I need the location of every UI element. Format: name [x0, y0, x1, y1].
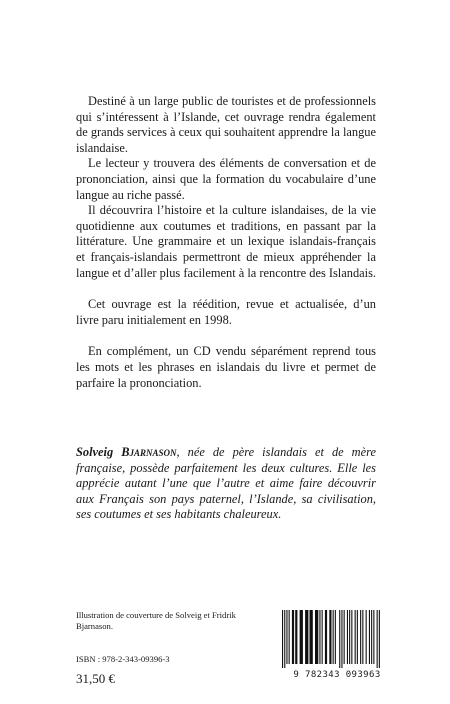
author-last-name: Bjarnason	[121, 445, 177, 459]
barcode-bar	[344, 610, 345, 664]
barcode-bar	[377, 610, 378, 668]
barcode-bar	[295, 610, 297, 664]
author-bio-text: , née de père islandais et de mère française, possède parfaitement les deux cultures. Elle les apprécie autant l’une que l’autre et aime faire découvrir aux Français son pays paternel, l’Islande, sa civilisation, ses coutumes et ses habitants chaleureux.	[76, 445, 376, 522]
barcode-bar	[371, 610, 372, 664]
isbn: ISBN : 978-2-343-09396-3	[76, 654, 170, 664]
paragraph-intro: Destiné à un large public de touristes et de professionnels qui s’intéressent à l’Islande, cet ouvrage rendra également de grands services à ceux qui souhaitent apprendre la langue islandaise.	[76, 94, 376, 155]
author-first-name: Solveig	[76, 445, 114, 459]
barcode-bar	[282, 610, 283, 668]
paragraph-reedition: Cet ouvrage est la réédition, revue et actualisée, d’un livre paru initialement en 1998.	[76, 297, 376, 327]
barcode-bar	[362, 610, 363, 664]
barcode-bar	[357, 610, 358, 664]
barcode-bar	[373, 610, 374, 664]
barcode-bar	[339, 610, 340, 668]
barcode-bar	[347, 610, 348, 664]
barcode-bar	[292, 610, 294, 664]
barcode-bar	[284, 610, 285, 668]
barcode-bar	[319, 610, 320, 664]
barcode-bar	[305, 610, 308, 664]
barcode-bars	[276, 610, 398, 670]
description	[76, 94, 376, 391]
paragraph-culture: Il découvrira l’histoire et la culture islandaises, de la vie quotidienne aux coutumes et traditions, en passant par la littérature. Une grammaire et un lexique islandais-français et français-islandais permettront de mieux appréhender la langue et d’aller plus facilement à la rencontre des Islandais.	[76, 203, 377, 280]
barcode-bar	[360, 610, 361, 664]
barcode-bar	[341, 610, 342, 668]
barcode-bar	[286, 610, 287, 664]
barcode-bar	[351, 610, 352, 664]
paragraph-cd: En complément, un CD vendu séparément reprend tous les mots et les phrases en islandais du livre et permet de parfaire la prononciation.	[76, 344, 376, 390]
barcode-bar	[355, 610, 356, 664]
price: 31,50 €	[76, 671, 115, 686]
barcode-bar	[335, 610, 336, 664]
barcode-bar	[329, 610, 331, 664]
paragraph-contents: Le lecteur y trouvera des éléments de conversation et de prononciation, ainsi que la formation du vocabulaire d’une langue au riche passé.	[76, 156, 376, 202]
barcode-bar	[322, 610, 323, 664]
barcode-bar	[315, 610, 318, 664]
barcode-bar	[333, 610, 334, 664]
barcode-bar	[310, 610, 313, 664]
cover-credit: Illustration de couverture de Solveig et Fridrik Bjarnason.	[76, 610, 236, 631]
barcode	[276, 610, 398, 686]
barcode-bar	[289, 610, 290, 664]
author-bio	[76, 445, 376, 523]
barcode-bar	[349, 610, 350, 664]
barcode-bar	[369, 610, 370, 664]
barcode-bar	[300, 610, 303, 664]
barcode-bar	[366, 610, 367, 664]
barcode-bar	[325, 610, 327, 664]
barcode-bar	[379, 610, 380, 668]
barcode-digits: 9 782343 093963	[293, 670, 381, 680]
